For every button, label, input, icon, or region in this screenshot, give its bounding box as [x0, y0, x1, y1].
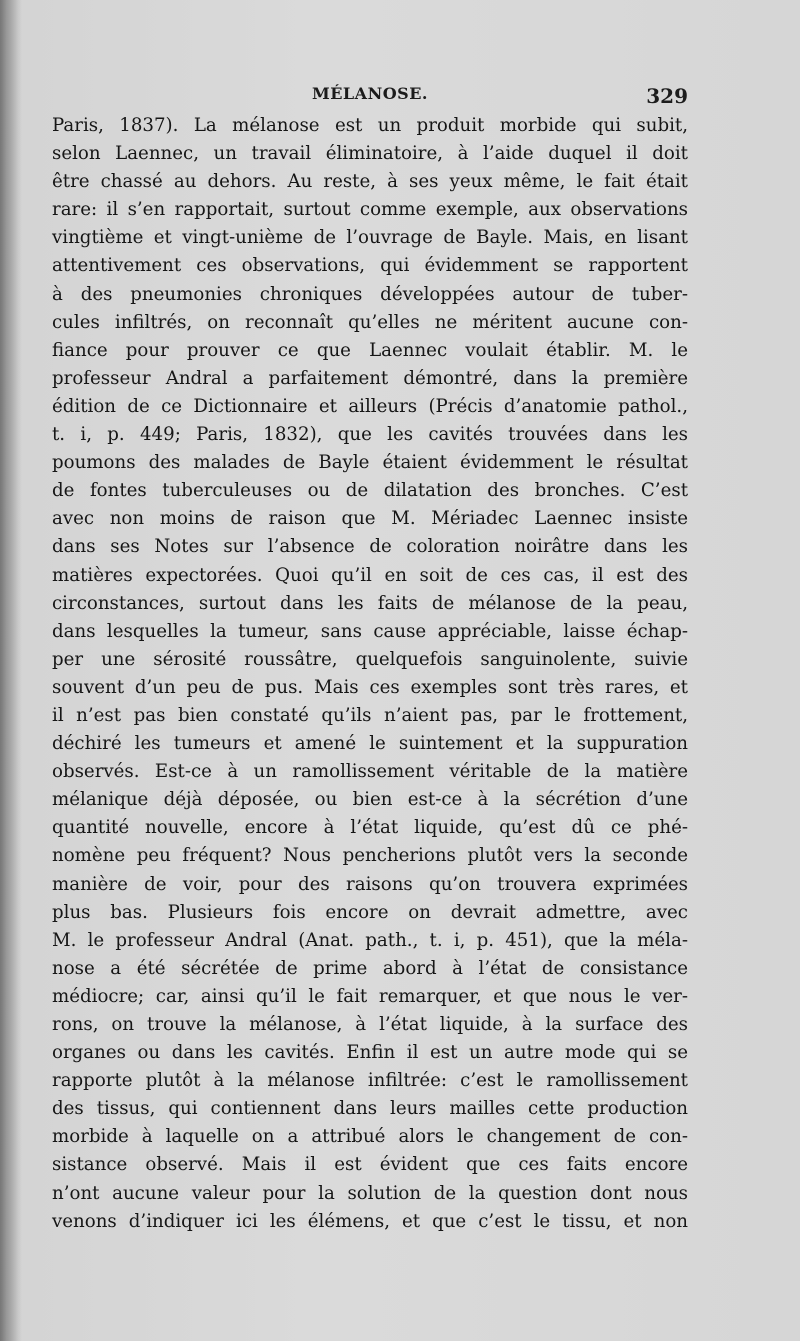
- page-number: 329: [646, 84, 688, 108]
- text-line: cules infiltrés, on reconnaît qu’elles ne méritent aucune con-: [52, 311, 688, 333]
- text-line: poumons des malades de Bayle étaient évidemment le résultat: [52, 452, 688, 474]
- body-text: [52, 112, 688, 1236]
- text-line: des tissus, qui contiennent dans leurs mailles cette production: [52, 1098, 688, 1120]
- text-line: dans ses Notes sur l’absence de coloration noirâtre dans les: [52, 536, 688, 558]
- text-line: édition de ce Dictionnaire et ailleurs (Précis d’anatomie pathol.,: [52, 395, 688, 417]
- text-line: venons d’indiquer ici les élémens, et que c’est le tissu, et non: [52, 1210, 688, 1232]
- text-line: manière de voir, pour des raisons qu’on trouvera exprimées: [52, 873, 688, 895]
- text-line: organes ou dans les cavités. Enfin il est un autre mode qui se: [52, 1042, 688, 1064]
- text-line: rapporte plutôt à la mélanose infiltrée: c’est le ramollissement: [52, 1070, 688, 1092]
- text-line: fiance pour prouver ce que Laennec voulait établir. M. le: [52, 339, 688, 361]
- text-line: per une sérosité roussâtre, quelquefois sanguinolente, suivie: [52, 648, 688, 670]
- text-line: avec non moins de raison que M. Mériadec Laennec insiste: [52, 508, 688, 530]
- text-line: attentivement ces observations, qui évidemment se rapportent: [52, 255, 688, 277]
- text-line: n’ont aucune valeur pour la solution de la question dont nous: [52, 1182, 688, 1204]
- text-line: matières expectorées. Quoi qu’il en soit de ces cas, il est des: [52, 564, 688, 586]
- text-line: professeur Andral a parfaitement démontré, dans la première: [52, 367, 688, 389]
- text-line: nomène peu fréquent? Nous pencherions plutôt vers la seconde: [52, 845, 688, 867]
- text-line: sistance observé. Mais il est évident que ces faits encore: [52, 1154, 688, 1176]
- text-line: Paris, 1837). La mélanose est un produit morbide qui subit,: [52, 115, 688, 136]
- text-line: circonstances, surtout dans les faits de mélanose de la peau,: [52, 592, 688, 614]
- text-line: à des pneumonies chroniques développées autour de tuber-: [52, 283, 688, 305]
- text-line: observés. Est-ce à un ramollissement véritable de la matière: [52, 761, 688, 783]
- text-line: être chassé au dehors. Au reste, à ses yeux même, le fait était: [52, 171, 688, 193]
- text-line: de fontes tuberculeuses ou de dilatation des bronches. C’est: [52, 480, 688, 502]
- binding-shadow: [0, 0, 22, 1341]
- text-line: plus bas. Plusieurs fois encore on devrait admettre, avec: [52, 901, 688, 923]
- text-line: médiocre; car, ainsi qu’il le fait remarquer, et que nous le ver-: [52, 985, 688, 1007]
- text-line: il n’est pas bien constaté qu’ils n’aient pas, par le frottement,: [52, 704, 688, 726]
- text-line: déchiré les tumeurs et amené le suintement et la suppuration: [52, 733, 688, 755]
- text-line: selon Laennec, un travail éliminatoire, à l’aide duquel il doit: [52, 143, 688, 165]
- text-line: t. i, p. 449; Paris, 1832), que les cavités trouvées dans les: [52, 424, 688, 446]
- text-line: morbide à laquelle on a attribué alors le changement de con-: [52, 1126, 688, 1148]
- text-line: rare: il s’en rapportait, surtout comme exemple, aux observations: [52, 199, 688, 221]
- text-line: quantité nouvelle, encore à l’état liquide, qu’est dû ce phé-: [52, 817, 688, 839]
- text-line: dans lesquelles la tumeur, sans cause appréciable, laisse échap-: [52, 620, 688, 642]
- text-line: M. le professeur Andral (Anat. path., t. i, p. 451), que la méla-: [52, 929, 688, 951]
- text-line: mélanique déjà déposée, ou bien est-ce à la sécrétion d’une: [52, 789, 688, 811]
- text-line: souvent d’un peu de pus. Mais ces exemples sont très rares, et: [52, 676, 688, 698]
- text-line: vingtième et vingt-unième de l’ouvrage de Bayle. Mais, en lisant: [52, 227, 688, 249]
- text-line: nose a été sécrétée de prime abord à l’état de consistance: [52, 957, 688, 979]
- text-line: rons, on trouve la mélanose, à l’état liquide, à la surface des: [52, 1014, 688, 1035]
- page-header: [52, 84, 688, 114]
- running-head: MÉLANOSE.: [312, 84, 428, 103]
